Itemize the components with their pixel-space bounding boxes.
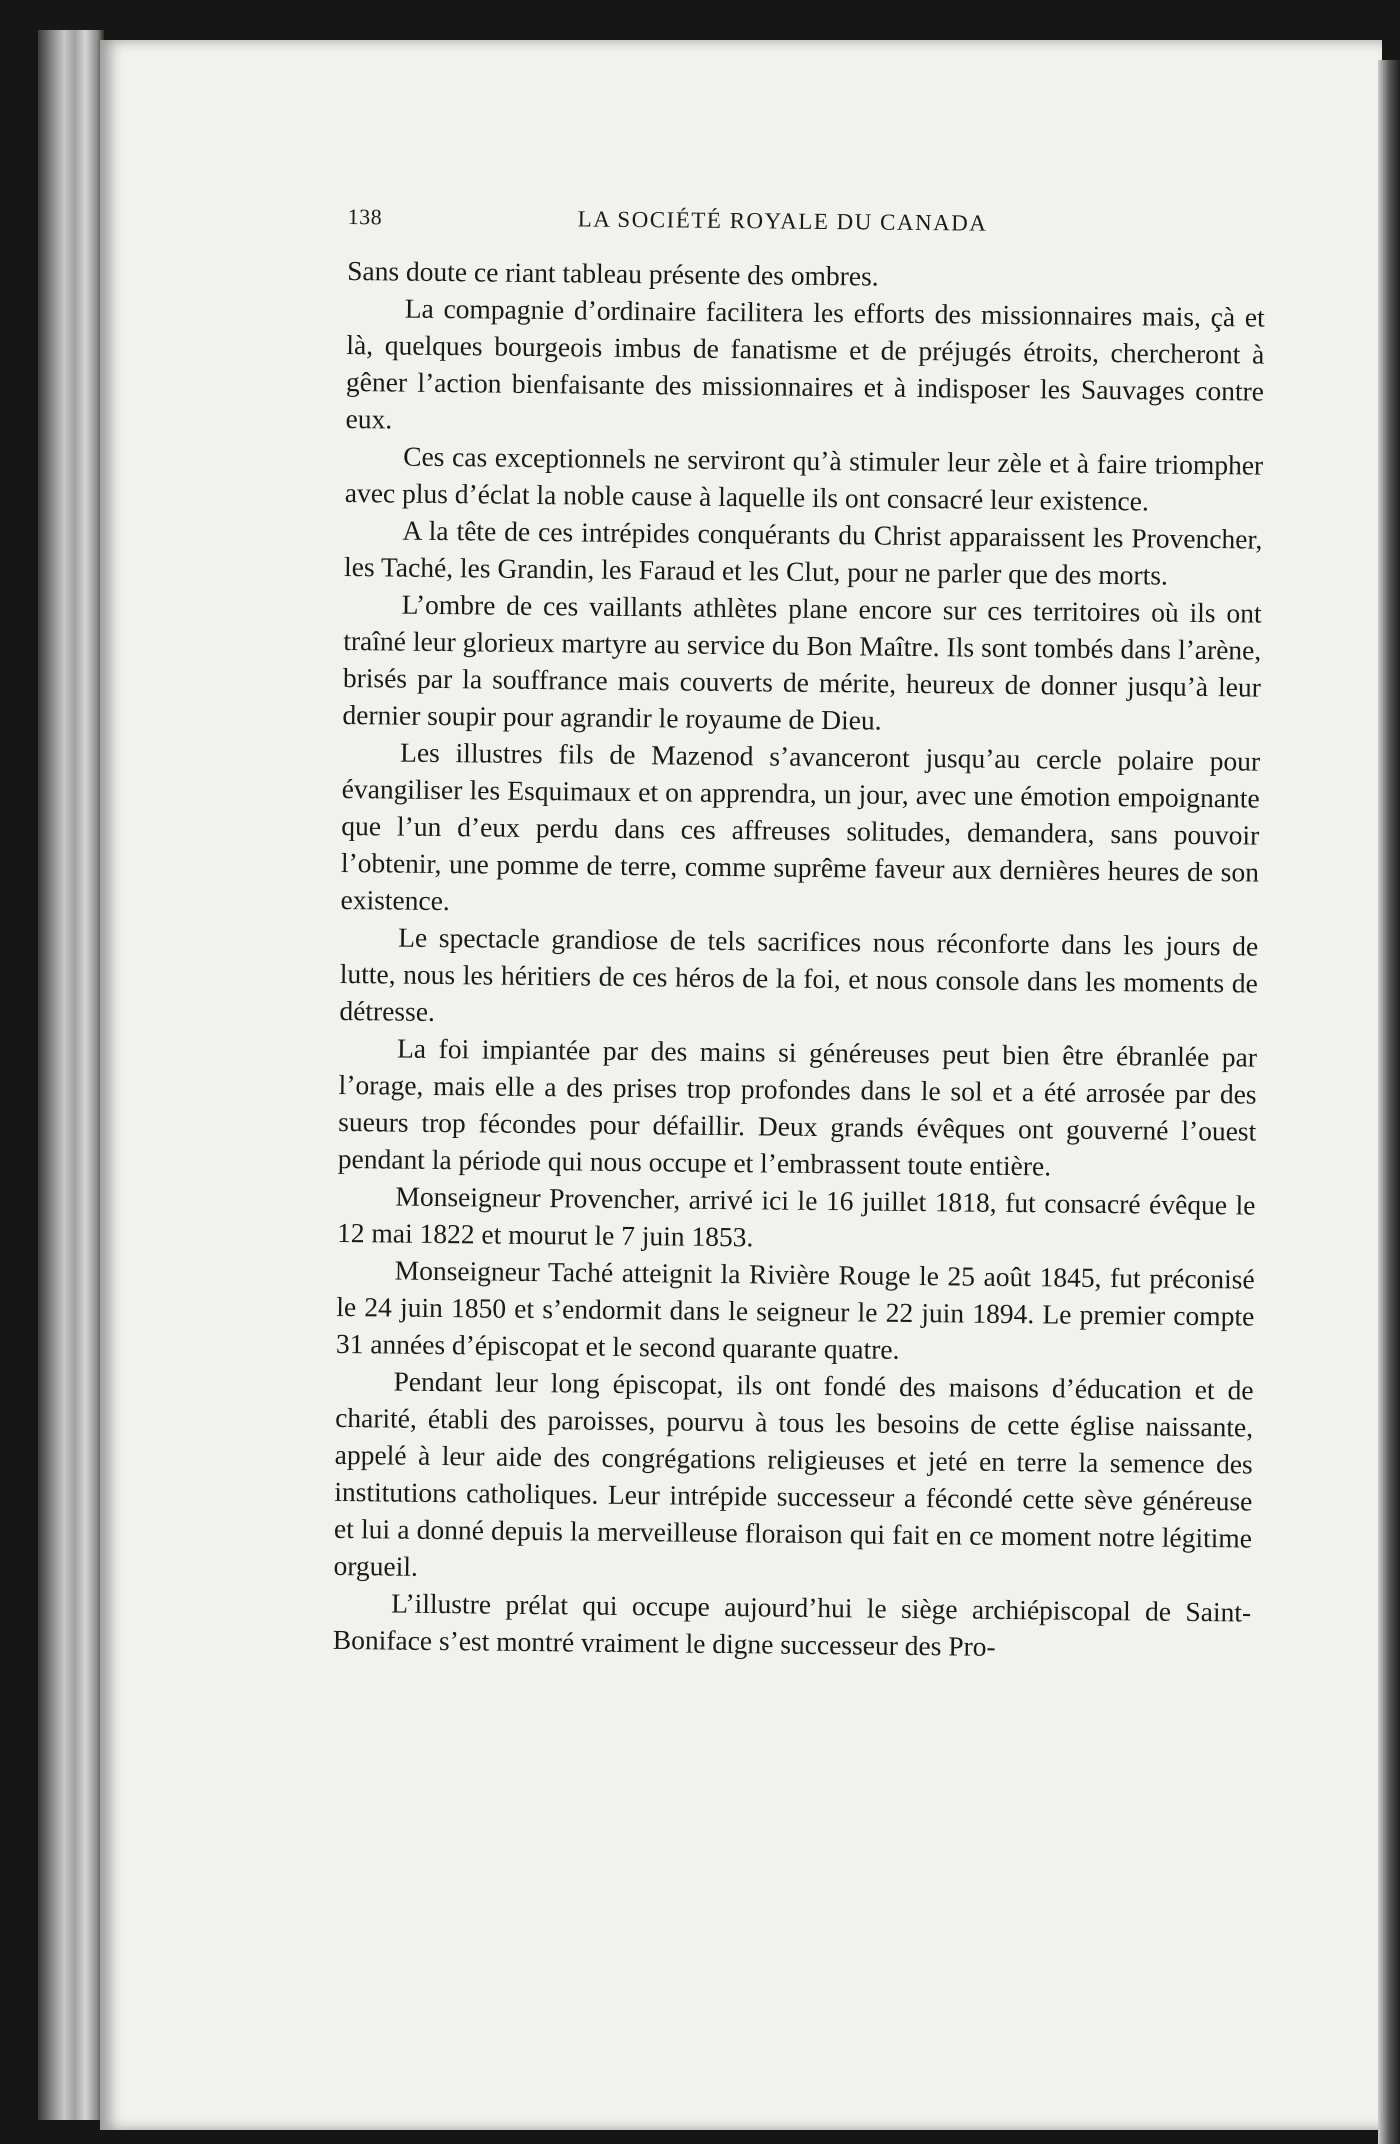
book-edge: [38, 30, 104, 2120]
paragraph: Le spectacle grandiose de tels sacrifices nous réconforte dans les jours de lutte, nous les héritiers de ces héros de la foi, et nous console dans les moments de détresse.: [339, 921, 1259, 1027]
paragraph: A la tête de ces intrépides conquérants du Christ apparaissent les Provencher, les Taché, les Grandin, les Faraud et les Clut, pour ne parler que des morts.: [343, 514, 1263, 591]
paragraph: Pendant leur long épiscopat, ils ont fondé des maisons d’éducation et de charité, établi des paroisses, pourvu à tous les besoins de cette église naissante, appelé à leur aide des congrégations religieuses et jeté en terre la semence des institutions catholiques. Leur intrépide successeur a fécondé cette sève généreuse et lui a donné depuis la merveilleuse floraison qui fait en ce moment notre légitime orgueil.: [333, 1365, 1254, 1582]
paragraph: Ces cas exceptionnels ne serviront qu’à stimuler leur zèle et à faire triompher avec plus d’éclat la noble cause à laquelle ils ont consacré leur existence.: [344, 440, 1264, 517]
paragraph: Sans doute ce riant tableau présente des ombres.: [347, 254, 879, 292]
page-edge-shadow: [1378, 60, 1400, 2144]
paragraph: La foi impiantée par des mains si généreuses peut bien être ébranlée par l’orage, mais elle a des prises trop profondes dans le sol et a été arrosée par des sueurs trop fécondes pour défaillir. Deux grands évêques ont gouverné l’ouest pendant la période qui nous occupe et l’embrassent toute entière.: [337, 1032, 1258, 1182]
paragraph: Monseigneur Taché atteignit la Rivière Rouge le 25 août 1845, fut préconisé le 24 juin 1850 et s’endormit dans le seigneur le 22 juin 1894. Le premier compte 31 années d’épiscopat et le second quarante quatre.: [335, 1254, 1255, 1365]
paragraph: L’illustre prélat qui occupe aujourd’hui le siège archiépiscopal de Saint-Boniface s’est montré vraiment le digne successeur des Pro-: [332, 1587, 1252, 1662]
paragraph: Monseigneur Provencher, arrivé ici le 16 juillet 1818, fut consacré évêque le 12 mai 1822 et mourut le 7 juin 1853.: [336, 1180, 1256, 1253]
running-title: LA SOCIÉTÉ ROYALE DU CANADA: [577, 206, 988, 236]
running-head: [347, 192, 1266, 262]
paragraph: Les illustres fils de Mazenod s’avanceront jusqu’au cercle polaire pour évangiliser les Esquimaux et on apprendra, un jour, avec une émotion empoignante que l’un d’eux perdu dans ces affreuses solitudes, demandera, sans pouvoir l’obtenir, une pomme de terre, comme suprême faveur aux dernières heures de son existence.: [340, 736, 1261, 917]
paragraph: La compagnie d’ordinaire facilitera les efforts des missionnaires mais, çà et là, quelques bourgeois imbus de fanatisme et de préjugés étroits, chercheront à gêner l’action bienfaisante des missionnaires et à indisposer les Sauvages contre eux.: [345, 292, 1265, 435]
page-number: 138: [347, 203, 383, 230]
paragraph: L’ombre de ces vaillants athlètes plane encore sur ces territoires où ils ont traîné leur glorieux martyre au service du Bon Maître. Ils sont tombés dans l’arène, brisés par la souffrance mais couverts de mérite, heureux de donner jusqu’à leur dernier soupir pour agrandir le royaume de Dieu.: [342, 588, 1262, 736]
page-text: [333, 192, 1266, 1668]
